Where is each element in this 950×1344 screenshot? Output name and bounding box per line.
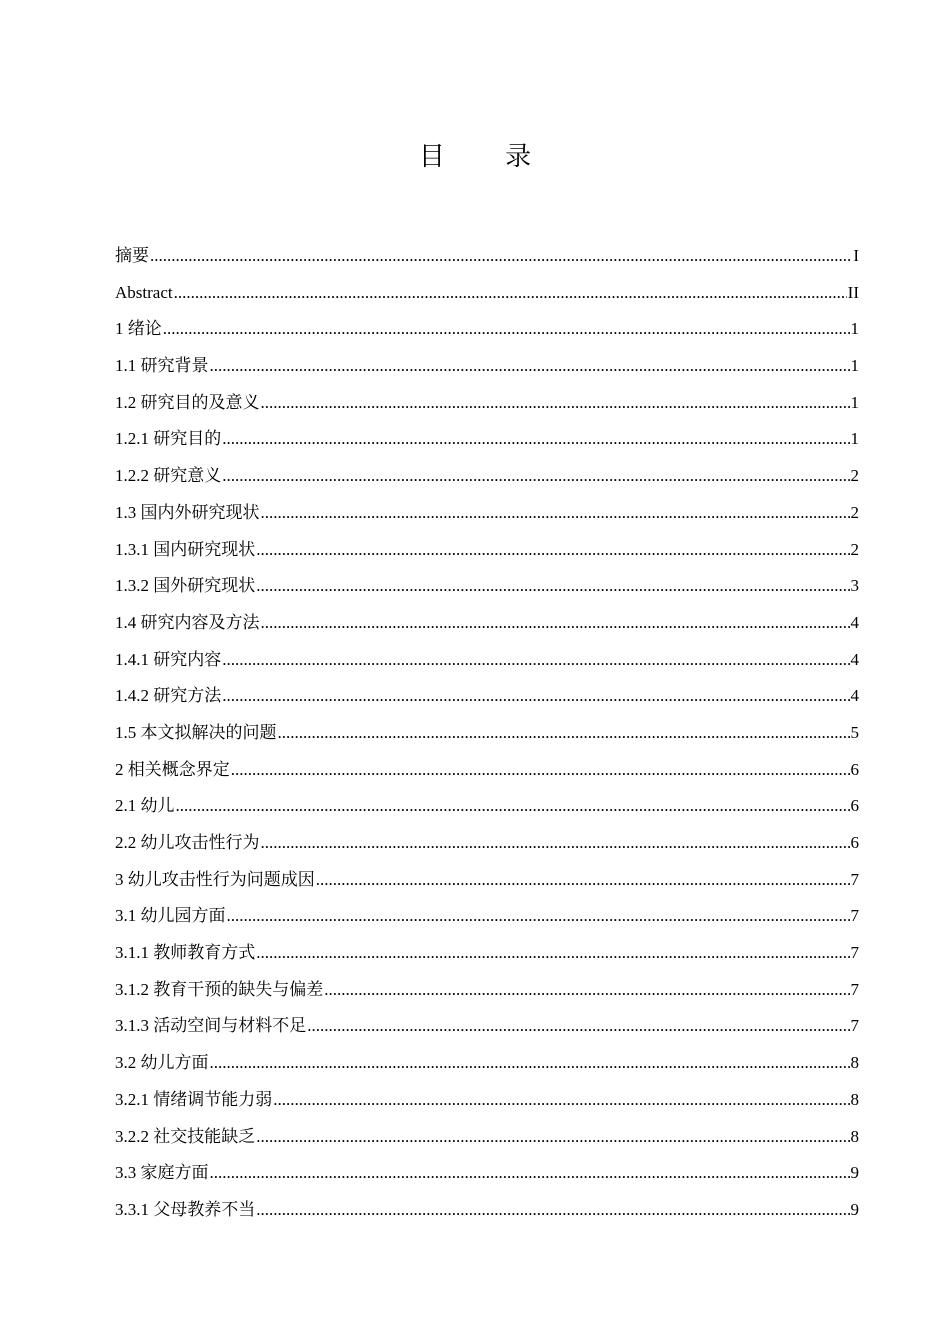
toc-leader-dots bbox=[222, 458, 849, 495]
toc-entry-page-number: 7 bbox=[850, 869, 859, 889]
toc-entry-page-number: 9 bbox=[850, 1199, 859, 1219]
toc-entry[interactable] bbox=[115, 348, 859, 385]
toc-leader-dots bbox=[256, 568, 849, 605]
toc-entry[interactable] bbox=[115, 825, 859, 862]
toc-entry-page-number: 4 bbox=[850, 649, 859, 669]
toc-entry-page-number: 1 bbox=[850, 429, 859, 449]
toc-entry-page-number: II bbox=[847, 282, 859, 302]
toc-leader-dots bbox=[222, 678, 849, 715]
toc-entry[interactable] bbox=[115, 642, 859, 679]
toc-entry-page-number: 7 bbox=[850, 943, 859, 963]
toc-leader-dots bbox=[324, 972, 849, 1009]
toc-entry-page-number: 7 bbox=[850, 906, 859, 926]
toc-entry-page-number: 5 bbox=[850, 722, 859, 742]
toc-entry-page-number: 6 bbox=[850, 759, 859, 779]
toc-entry-label: 3.2.2 社交技能缺乏 bbox=[115, 1126, 256, 1146]
toc-entry-page-number: 1 bbox=[850, 392, 859, 412]
toc-entry[interactable] bbox=[115, 752, 859, 789]
toc-entry-label: 1 绪论 bbox=[115, 319, 162, 339]
toc-entry-label: 3.3.1 父母教养不当 bbox=[115, 1199, 256, 1219]
toc-leader-dots bbox=[273, 1082, 849, 1119]
toc-entry-page-number: 1 bbox=[850, 319, 859, 339]
toc-leader-dots bbox=[174, 275, 847, 312]
toc-entry-page-number: 7 bbox=[850, 1016, 859, 1036]
toc-entry[interactable] bbox=[115, 421, 859, 458]
toc-entry-label: 1.2.1 研究目的 bbox=[115, 429, 222, 449]
toc-leader-dots bbox=[261, 605, 850, 642]
toc-leader-dots bbox=[222, 421, 849, 458]
toc-entry-label: 3.2 幼儿方面 bbox=[115, 1053, 209, 1073]
toc-leader-dots bbox=[210, 348, 850, 385]
toc-entry-page-number: 1 bbox=[850, 356, 859, 376]
toc-leader-dots bbox=[316, 862, 850, 899]
toc-leader-dots bbox=[163, 311, 850, 348]
toc-entry-label: 3.1.3 活动空间与材料不足 bbox=[115, 1016, 307, 1036]
toc-entry-label: 3.1.2 教育干预的缺失与偏差 bbox=[115, 979, 324, 999]
toc-entry-label: Abstract bbox=[115, 282, 173, 302]
toc-entry[interactable] bbox=[115, 935, 859, 972]
toc-entry[interactable] bbox=[115, 972, 859, 1009]
toc-leader-dots bbox=[256, 935, 849, 972]
toc-entry[interactable] bbox=[115, 238, 859, 275]
toc-entry-page-number: I bbox=[853, 246, 859, 265]
toc-entry-label: 3.1 幼儿园方面 bbox=[115, 906, 226, 926]
toc-leader-dots bbox=[150, 238, 852, 275]
toc-entry-page-number: 9 bbox=[850, 1163, 859, 1183]
toc-entry-label: 1.3.1 国内研究现状 bbox=[115, 539, 256, 559]
toc-entry-page-number: 6 bbox=[850, 796, 859, 816]
toc-leader-dots bbox=[176, 788, 850, 825]
toc-entry-page-number: 2 bbox=[850, 466, 859, 486]
toc-entry-label: 1.2.2 研究意义 bbox=[115, 466, 222, 486]
table-of-contents bbox=[115, 238, 859, 1229]
toc-entry-page-number: 8 bbox=[850, 1089, 859, 1109]
toc-entry[interactable] bbox=[115, 275, 859, 312]
toc-entry-label: 摘要 bbox=[115, 246, 149, 265]
toc-leader-dots bbox=[278, 715, 850, 752]
toc-entry-label: 2 相关概念界定 bbox=[115, 759, 230, 779]
toc-entry-page-number: 7 bbox=[850, 979, 859, 999]
toc-entry-label: 1.3 国内外研究现状 bbox=[115, 502, 260, 522]
toc-entry[interactable] bbox=[115, 788, 859, 825]
toc-entry[interactable] bbox=[115, 862, 859, 899]
toc-entry-label: 1.4.2 研究方法 bbox=[115, 686, 222, 706]
toc-entry[interactable] bbox=[115, 385, 859, 422]
toc-entry-label: 1.4 研究内容及方法 bbox=[115, 612, 260, 632]
toc-entry[interactable] bbox=[115, 568, 859, 605]
toc-leader-dots bbox=[261, 825, 850, 862]
toc-entry-page-number: 3 bbox=[850, 576, 859, 596]
toc-entry-label: 1.3.2 国外研究现状 bbox=[115, 576, 256, 596]
toc-entry-label: 1.4.1 研究内容 bbox=[115, 649, 222, 669]
toc-leader-dots bbox=[256, 532, 849, 569]
toc-entry[interactable] bbox=[115, 1119, 859, 1156]
toc-entry-page-number: 8 bbox=[850, 1053, 859, 1073]
toc-entry-page-number: 2 bbox=[850, 539, 859, 559]
toc-leader-dots bbox=[261, 385, 850, 422]
toc-entry-label: 2.1 幼儿 bbox=[115, 796, 175, 816]
toc-entry[interactable] bbox=[115, 678, 859, 715]
toc-leader-dots bbox=[231, 752, 850, 789]
toc-leader-dots bbox=[256, 1192, 849, 1229]
toc-entry[interactable] bbox=[115, 1045, 859, 1082]
toc-entry-page-number: 8 bbox=[850, 1126, 859, 1146]
toc-entry-label: 3 幼儿攻击性行为问题成因 bbox=[115, 869, 315, 889]
toc-entry-page-number: 4 bbox=[850, 612, 859, 632]
toc-leader-dots bbox=[222, 642, 849, 679]
toc-entry[interactable] bbox=[115, 311, 859, 348]
toc-entry[interactable] bbox=[115, 715, 859, 752]
toc-entry-label: 3.2.1 情绪调节能力弱 bbox=[115, 1089, 273, 1109]
toc-leader-dots bbox=[227, 898, 850, 935]
toc-entry[interactable] bbox=[115, 532, 859, 569]
toc-entry-page-number: 6 bbox=[850, 833, 859, 852]
toc-entry-label: 1.2 研究目的及意义 bbox=[115, 392, 260, 412]
page-title: 目 录 bbox=[418, 142, 558, 173]
toc-entry[interactable] bbox=[115, 1082, 859, 1119]
toc-entry[interactable] bbox=[115, 1155, 859, 1192]
toc-entry[interactable] bbox=[115, 1008, 859, 1045]
toc-leader-dots bbox=[210, 1155, 850, 1192]
toc-entry-label: 3.1.1 教师教育方式 bbox=[115, 943, 256, 963]
toc-entry[interactable] bbox=[115, 898, 859, 935]
toc-leader-dots bbox=[210, 1045, 850, 1082]
toc-leader-dots bbox=[256, 1119, 849, 1156]
toc-entry-label: 1.1 研究背景 bbox=[115, 356, 209, 376]
toc-entry-label: 2.2 幼儿攻击性行为 bbox=[115, 833, 260, 852]
toc-entry[interactable] bbox=[115, 1192, 859, 1229]
toc-entry[interactable] bbox=[115, 605, 859, 642]
toc-leader-dots bbox=[261, 495, 850, 532]
toc-entry-label: 3.3 家庭方面 bbox=[115, 1163, 209, 1183]
toc-entry-page-number: 4 bbox=[850, 686, 859, 706]
toc-entry-page-number: 2 bbox=[850, 502, 859, 522]
toc-entry-label: 1.5 本文拟解决的问题 bbox=[115, 722, 277, 742]
toc-entry[interactable] bbox=[115, 495, 859, 532]
toc-entry[interactable] bbox=[115, 458, 859, 495]
toc-leader-dots bbox=[307, 1008, 849, 1045]
